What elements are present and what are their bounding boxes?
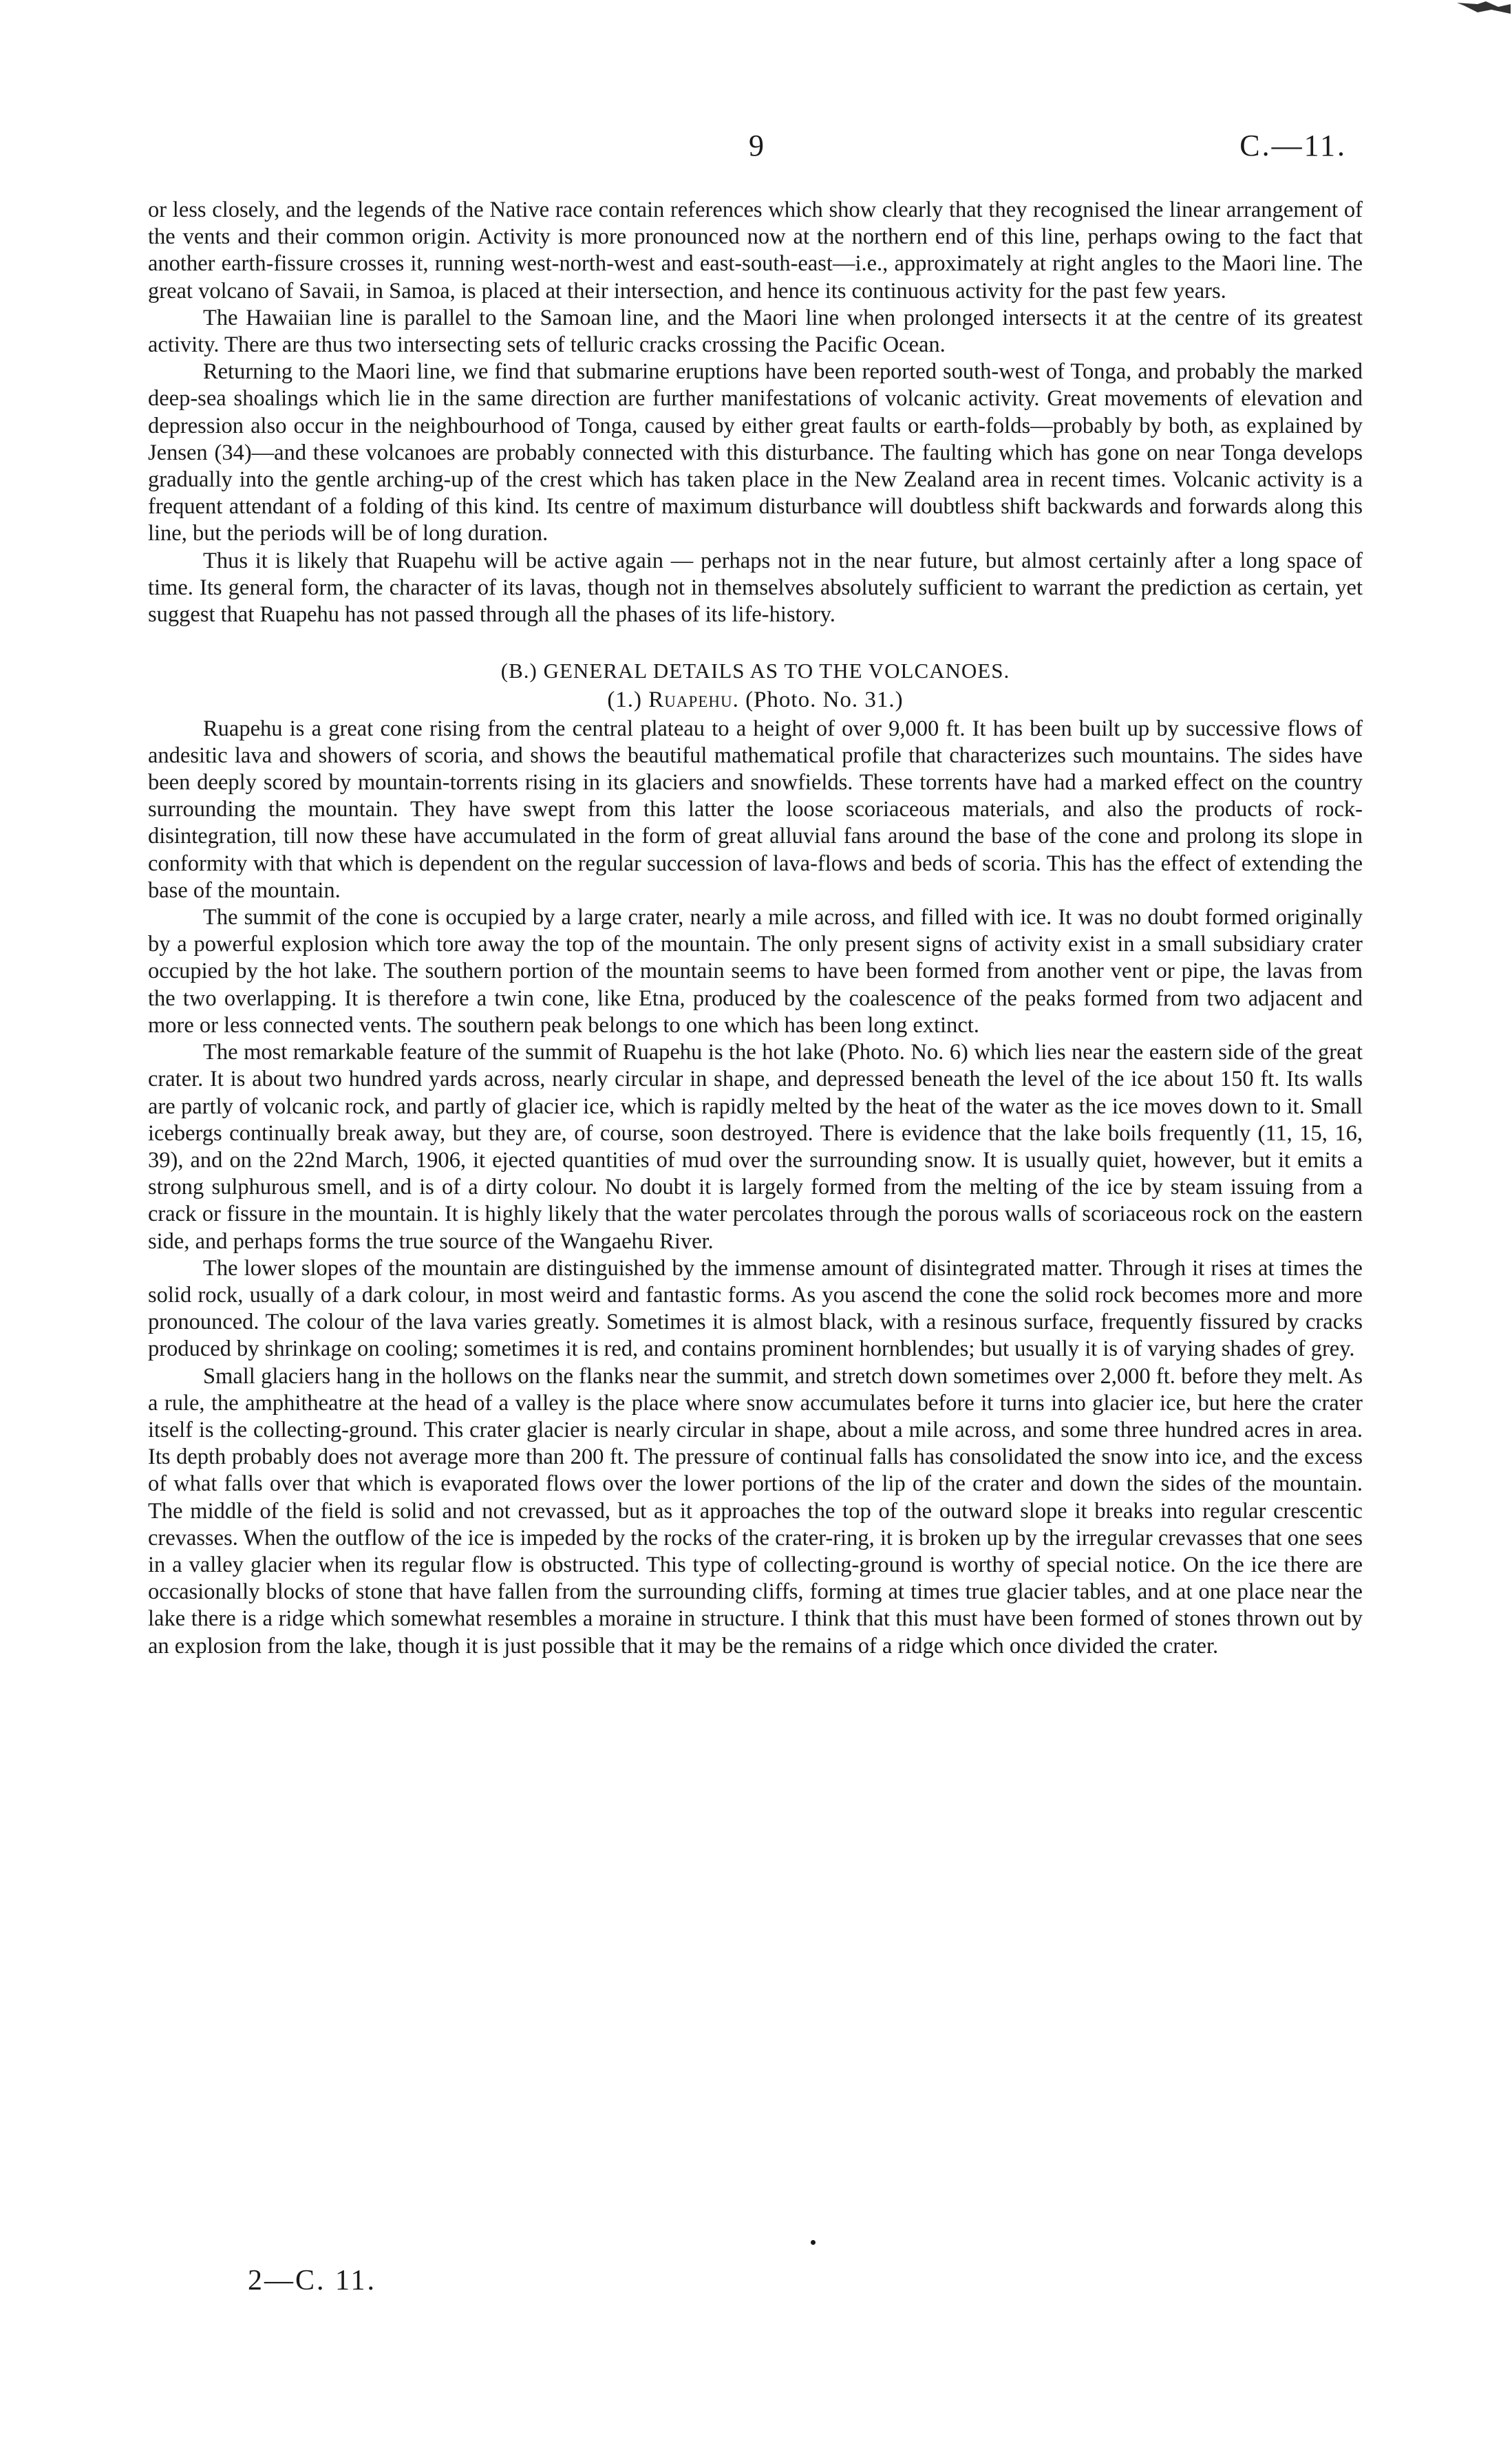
paragraph: Returning to the Maori line, we find that submarine eruptions have been reported south-west of Tonga, and probably the marked deep-sea shoalings which lie in the same direction are further manifestations of volcanic activity. Great movements of elevation and depression also occur in the neighbourhood of Tonga, caused by either great faults or earth-folds—probably by both, as explained by Jensen (34)—and these volcanoes are probably connected with this disturbance. The faulting which has gone on near Tonga develops gradually into the gentle arching-up of the crest which has taken place in the New Zealand area in recent times. Volcanic activity is a frequent attendant of a folding of this kind. Its centre of maximum disturbance will doubtless shift backwards and forwards along this line, but the periods will be of long duration. <box>148 359 1363 546</box>
document-code: C.—11. <box>1239 129 1347 162</box>
page-number: 9 <box>749 129 765 162</box>
paragraph: Thus it is likely that Ruapehu will be active again — perhaps not in the near future, but almost certainly after a long space of time. Its general form, the character of its lavas, though not in themselves absolutely sufficient to warrant the prediction as certain, yet suggest that Ruapehu has not passed through all the phases of its life-history. <box>148 548 1363 628</box>
body-text <box>148 197 1363 1660</box>
scan-artifact-mark <box>1450 0 1512 17</box>
paragraph: The lower slopes of the mountain are distinguished by the immense amount of disintegrated matter. Through it rises at times the solid rock, usually of a dark colour, in most weird and fantastic forms. As you ascend the cone the solid rock becomes more and more pronounced. The colour of the lava varies greatly. Sometimes it is almost black, with a resinous surface, frequently fissured by cracks produced by shrinkage on cooling; sometimes it is red, and contains prominent hornblendes; but usually it is of varying shades of grey. <box>148 1255 1363 1362</box>
paragraph: or less closely, and the legends of the Native race contain references which show clearly that they recognised the linear arrangement of the vents and their common origin. Activity is more pronounced now at the northern end of this line, perhaps owing to the fact that another earth-fissure crosses it, running west-north-west and east-south-east—i.e., approximately at right angles to the Maori line. The great volcano of Savaii, in Samoa, is placed at their intersection, and hence its continuous activity for the past few years. <box>148 198 1363 303</box>
paragraph: The summit of the cone is occupied by a large crater, nearly a mile across, and filled with ice. It was no doubt formed originally by a powerful explosion which tore away the top of the mountain. The only present signs of activity exist in a small subsidiary crater occupied by the hot lake. The southern portion of the mountain seems to have been formed from another vent or pipe, the lavas from the two overlapping. It is therefore a twin cone, like Etna, produced by the coalescence of the peaks formed from two adjacent and more or less connected vents. The southern peak belongs to one which has been long extinct. <box>148 905 1363 1038</box>
subsection-heading <box>148 687 1363 714</box>
subsection-photo-ref: (Photo. No. 31.) <box>745 687 904 713</box>
paragraph: Ruapehu is a great cone rising from the central plateau to a height of over 9,000 ft. It has been built up by successive flows of andesitic lava and showers of scoria, and shows the beautiful mathematical profile that characterizes such mountains. The sides have been deeply scored by mountain-torrents rising in its glaciers and snowfields. These torrents have had a marked effect on the country surrounding the mountain. They have swept from this latter the loose scoriaceous materials, and also the products of rock-disintegration, till now these have accumulated in the form of great alluvial fans around the base of the cone and prolong its slope in conformity with that which is dependent on the regular succession of lava-flows and beds of scoria. This has the effect of extending the base of the mountain. <box>148 716 1363 903</box>
section-heading: (B.) GENERAL DETAILS AS TO THE VOLCANOES. <box>500 659 1010 683</box>
paragraph: The Hawaiian line is parallel to the Samoan line, and the Maori line when prolonged intersects it at the centre of its greatest activity. There are thus two intersecting sets of telluric cracks crossing the Pacific Ocean. <box>148 305 1363 358</box>
paragraph: Small glaciers hang in the hollows on the flanks near the summit, and stretch down sometimes over 2,000 ft. before they melt. As a rule, the amphitheatre at the head of a valley is the place where snow accumulates before it turns into glacier ice, but here the crater itself is the collecting-ground. This crater glacier is nearly circular in shape, about a mile across, and some three hundred acres in area. Its depth probably does not average more than 200 ft. The pressure of continual falls has consolidated the snow into ice, and the excess of what falls over that which is evaporated flows over the lower portions of the lip of the crater and down the sides of the mountain. The middle of the field is solid and not crevassed, but as it approaches the top of the outward slope it breaks into regular crescentic crevasses. When the outflow of the ice is impeded by the rocks of the crater-ring, it is broken up by the irregular crevasses that one sees in a valley glacier when its regular flow is obstructed. This type of collecting-ground is worthy of special notice. On the ice there are occasionally blocks of stone that have fallen from the surrounding cliffs, forming at times true glacier tables, and at one place near the lake there is a ridge which somewhat resembles a moraine in structure. I think that this must have been formed of stones thrown out by an explosion from the lake, though it is just possible that it may be the remains of a ridge which once divided the crater. <box>148 1363 1363 1659</box>
paragraph: The most remarkable feature of the summit of Ruapehu is the hot lake (Photo. No. 6) which lies near the eastern side of the great crater. It is about two hundred yards across, nearly circular in shape, and depressed beneath the level of the ice about 150 ft. Its walls are partly of volcanic rock, and partly of glacier ice, which is rapidly melted by the heat of the water as the ice moves down to it. Small icebergs continually break away, but they are, of course, soon destroyed. There is evidence that the lake boils frequently (11, 15, 16, 39), and on the 22nd March, 1906, it ejected quantities of mud over the surrounding snow. It is usually quiet, however, but it emits a strong sulphurous smell, and is of a dirty colour. No doubt it is largely formed from the melting of the ice by steam issuing from a crack or fissure in the mountain. It is highly likely that the water percolates through the porous walls of scoriaceous rock on the eastern side, and perhaps forms the true source of the Wangaehu River. <box>148 1040 1363 1254</box>
signature-mark: 2—C. 11. <box>248 2265 376 2296</box>
subsection-number: (1.) <box>607 687 643 713</box>
stray-dot <box>811 2240 816 2245</box>
page-header <box>0 128 1512 169</box>
subsection-name: Ruapehu. <box>648 687 739 713</box>
